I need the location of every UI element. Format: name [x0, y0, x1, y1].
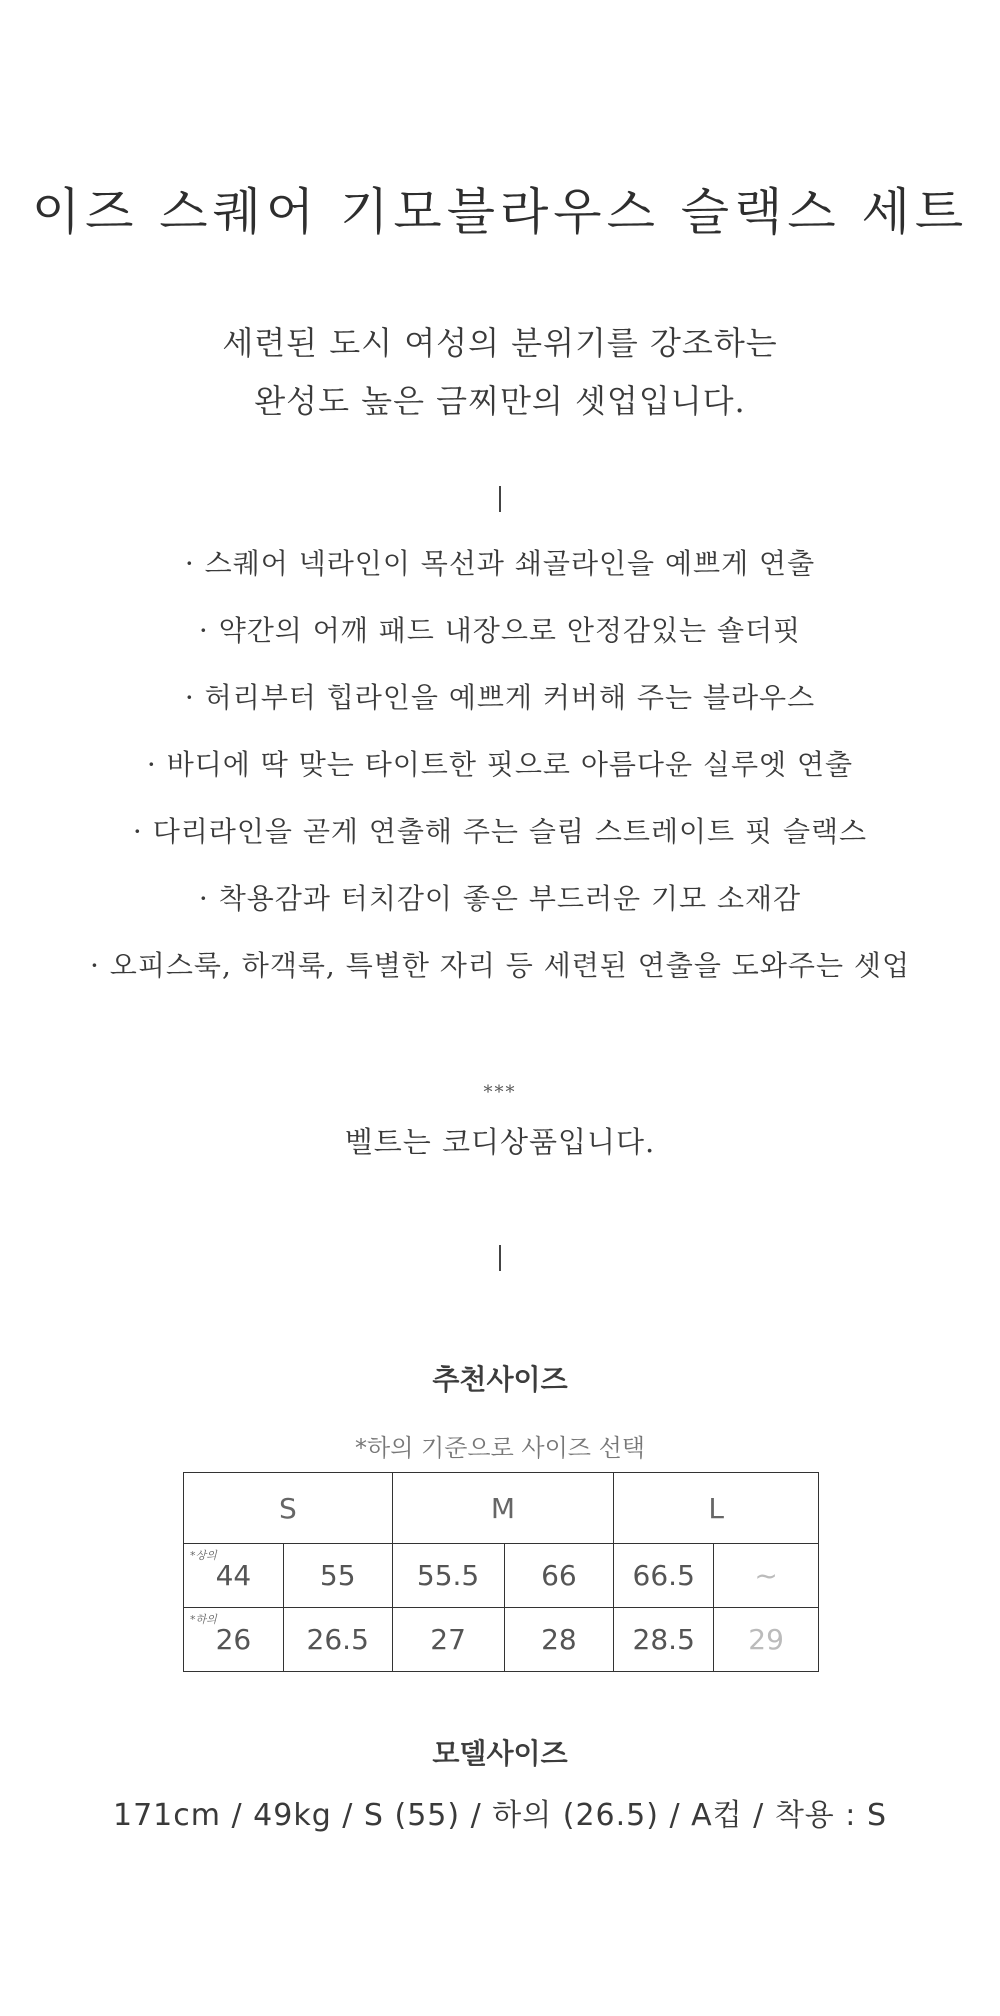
top-size-cell: 66.5: [614, 1544, 714, 1608]
size-selection-note: *하의 기준으로 사이즈 선택: [355, 1434, 645, 1462]
size-table: [183, 1472, 819, 1672]
feature-list: [0, 538, 1000, 1007]
model-size-info: 171cm / 49kg / S (55) / 하의 (26.5) / A컵 / 착용 : S: [112, 1798, 887, 1833]
feature-item: · 오피스룩, 하객룩, 특별한 자리 등 세련된 연출을 도와주는 셋업: [89, 949, 910, 982]
top-size-cell: [184, 1544, 284, 1608]
recommended-size-title: 추천사이즈: [432, 1363, 568, 1396]
bottom-size-cell: 28.5: [614, 1608, 714, 1672]
section-divider: [499, 1245, 501, 1271]
top-row-label: *상의: [190, 1549, 217, 1562]
product-title: 이즈 스퀘어 기모블라우스 슬랙스 세트: [31, 183, 969, 241]
feature-item: · 바디에 딱 맞는 타이트한 핏으로 아름다운 실루엣 연출: [146, 748, 854, 781]
bottom-size-value: 26: [215, 1623, 252, 1656]
model-size-title: 모델사이즈: [432, 1737, 568, 1770]
table-row-top: [184, 1544, 819, 1608]
description-line-1: 세련된 도시 여성의 분위기를 강조하는: [222, 324, 778, 362]
size-header-l: L: [614, 1473, 819, 1544]
bottom-size-cell: 29: [714, 1608, 819, 1672]
description-line-2: 완성도 높은 금찌만의 셋업입니다.: [254, 382, 746, 420]
feature-item: · 스퀘어 넥라인이 목선과 쇄골라인을 예쁘게 연출: [184, 547, 816, 580]
bottom-size-cell: 27: [392, 1608, 504, 1672]
separator-stars: ***: [483, 1082, 517, 1103]
feature-item: · 약간의 어깨 패드 내장으로 안정감있는 숄더핏: [198, 614, 802, 647]
top-size-cell: ~: [714, 1544, 819, 1608]
bottom-size-cell: 26.5: [283, 1608, 392, 1672]
feature-item: · 허리부터 힙라인을 예쁘게 커버해 주는 블라우스: [184, 681, 816, 714]
top-size-cell: 66: [504, 1544, 614, 1608]
section-divider: [499, 486, 501, 512]
size-header-m: M: [392, 1473, 614, 1544]
feature-item: · 착용감과 터치감이 좋은 부드러운 기모 소재감: [198, 882, 802, 915]
feature-item: · 다리라인을 곧게 연출해 주는 슬림 스트레이트 핏 슬랙스: [132, 815, 868, 848]
top-size-cell: 55: [283, 1544, 392, 1608]
size-header-s: S: [184, 1473, 393, 1544]
table-row-bottom: [184, 1608, 819, 1672]
bottom-size-cell: 28: [504, 1608, 614, 1672]
top-size-cell: 55.5: [392, 1544, 504, 1608]
bottom-row-label: *하의: [190, 1613, 217, 1626]
belt-note: 벨트는 코디상품입니다.: [344, 1125, 656, 1159]
bottom-size-cell: [184, 1608, 284, 1672]
top-size-value: 44: [215, 1559, 252, 1592]
